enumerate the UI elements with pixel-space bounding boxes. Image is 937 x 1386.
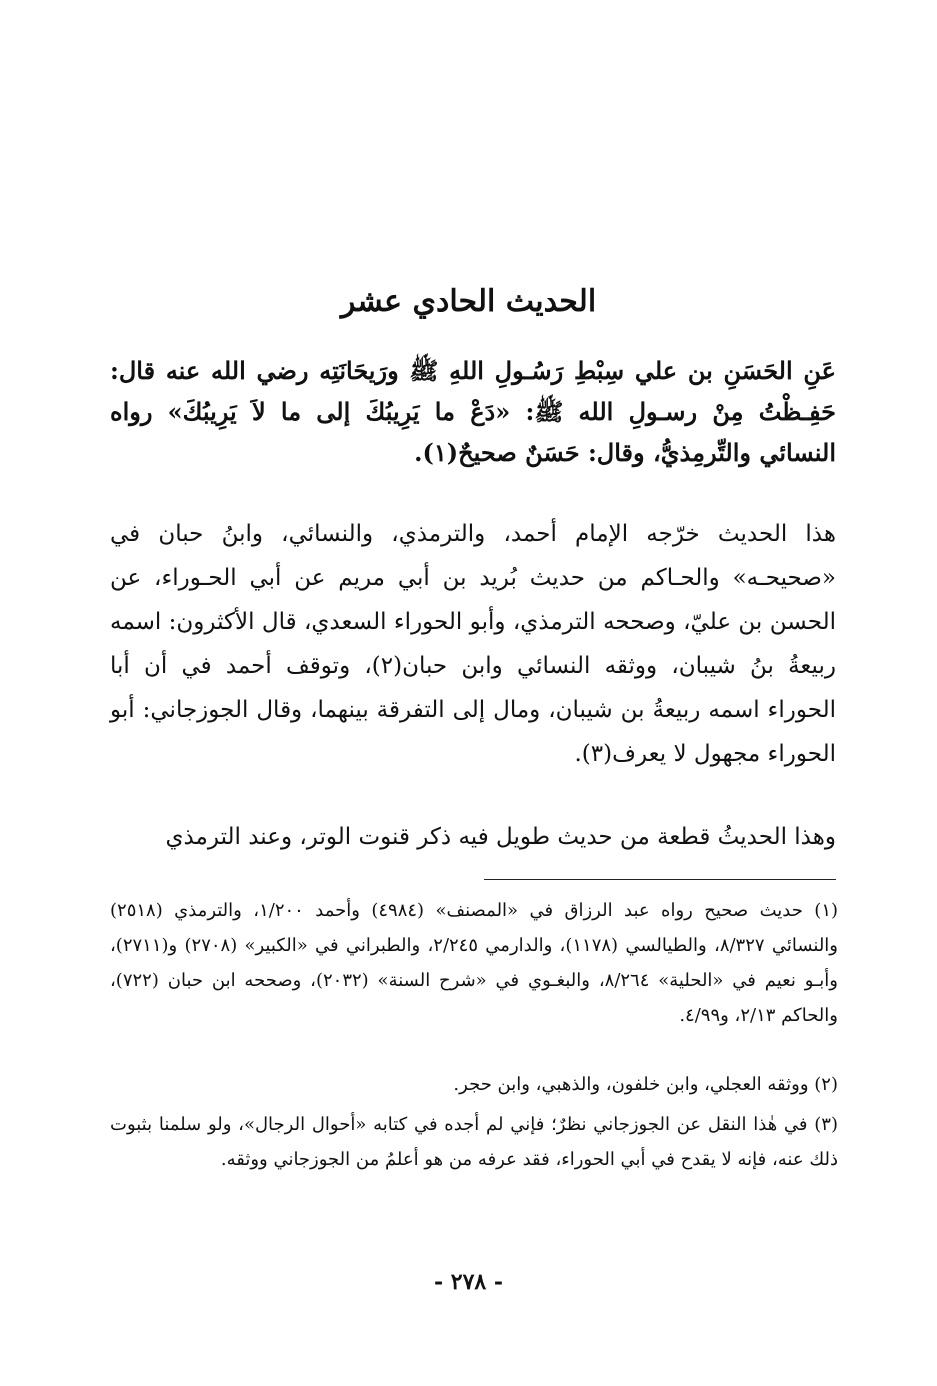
commentary-paragraph-1: هذا الحديث خرّجه الإمام أحمد، والترمذي، والنسائي، وابنُ حبان في «صحيحـه» والحـاكم من حديث بُريد بن أبي مريم عن أبي الحـوراء، عن الحسن بن عليّ، وصححه الترمذي، وأبو الحوراء السعدي، قال الأكثرون: اسمه ربيعةُ بنُ شيبان، ووثقه النسائي وابن حبان(٢)، وتوقف أحمد في أن أبا الحوراء اسمه ربيعةُ بن شيبان، ومال إلى التفرقة بينهما، وقال الجوزجاني: أبو الحوراء مجهول لا يعرف(٣).	[110, 521, 836, 767]
chapter-title: الحديث الحادي عشر	[340, 284, 597, 319]
footnote-separator	[484, 879, 836, 880]
commentary-paragraph-2: وهذا الحديثُ قطعة من حديث طويل فيه ذكر قنوت الوتر، وعند الترمذي	[165, 824, 836, 850]
hadith-text: عَنِ الحَسَنِ بن علي سِبْطِ رَسُـولِ اللهِ ﷺ ورَيحَانَتِه رضي الله عنه قال: حَفِـظْتُ مِنْ رسـولِ الله ﷺ: «دَعْ ما يَرِيبُكَ إلى ما لاَ يَرِيبُكَ» رواه النسائي والتِّرمِذيُّ، وقال: حَسَنٌ صحيحٌ(١).	[110, 356, 836, 467]
footnote-1: (١) حديث صحيح رواه عبد الرزاق في «المصنف» (٤٩٨٤) وأحمد ١/٢٠٠، والترمذي (٢٥١٨) والنسائي ٨/٣٢٧، والطيالسي (١١٧٨)، والدارمي ٢/٢٤٥، والطبراني في «الكبير» (٢٧٠٨) و(٢٧١١)، وأبـو نعيم في «الحلية» ٨/٢٦٤، والبغـوي في «شرح السنة» (٢٠٣٢)، وصححه ابن حبان (٧٢٢)، والحاكم ٢/١٣، و٤/٩٩.	[110, 900, 839, 1026]
page-number: - ٢٧٨ -	[433, 1269, 504, 1295]
footnote-3: (٣) في هٰذا النقل عن الجوزجاني نظرٌ؛ فإني لم أجده في كتابه «أحوال الرجال»، ولو سلمنا بثبوت ذلك عنه، فإنه لا يقدح في أبي الحوراء، فقد عرفه من هو أعلمُ من الجوزجاني ووثقه.	[110, 1114, 838, 1170]
footnote-2: (٢) ووثقه العجلي، وابن خلفون، والذهبي، وابن حجر.	[453, 1074, 838, 1095]
